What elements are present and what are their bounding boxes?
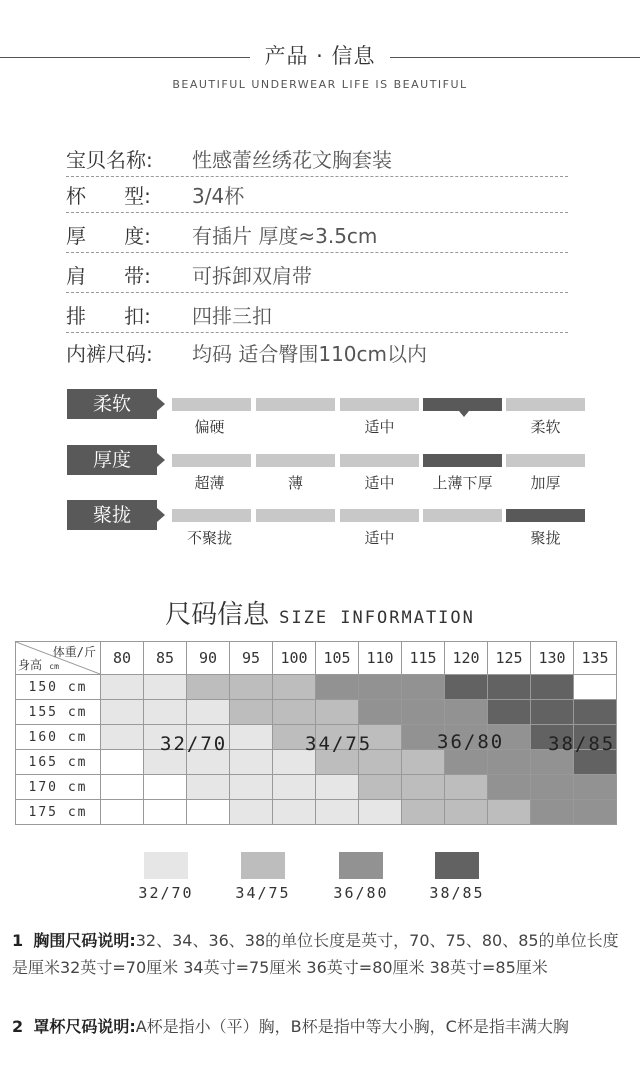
page-title: 产品 · 信息 bbox=[0, 40, 640, 70]
size-cell bbox=[187, 800, 230, 825]
scale-label: 薄 bbox=[287, 474, 303, 492]
height-header: 165 cm bbox=[16, 750, 101, 775]
scale-label: 不聚拢 bbox=[186, 529, 232, 547]
size-cell bbox=[273, 700, 316, 725]
size-cell bbox=[531, 800, 574, 825]
info-row-hook bbox=[66, 296, 568, 333]
size-cell bbox=[359, 675, 402, 700]
info-value: 性感蕾丝绣花文胸套装 bbox=[192, 148, 392, 172]
scale-tag: 聚拢 bbox=[67, 500, 157, 530]
size-cell bbox=[144, 700, 187, 725]
size-cell bbox=[316, 675, 359, 700]
size-cell bbox=[574, 675, 617, 700]
scale-segment-active bbox=[423, 398, 502, 411]
weight-header: 120 bbox=[445, 642, 488, 675]
legend-label: 36/80 bbox=[333, 884, 389, 902]
height-header: 170 cm bbox=[16, 775, 101, 800]
table-row bbox=[16, 700, 617, 725]
weight-header: 110 bbox=[359, 642, 402, 675]
size-cell bbox=[273, 675, 316, 700]
note-bust bbox=[12, 927, 632, 981]
info-row-name bbox=[66, 140, 568, 177]
note-title: 罩杯尺码说明: bbox=[33, 1017, 136, 1036]
size-label-38-85: 38/85 bbox=[548, 733, 616, 755]
size-cell bbox=[273, 800, 316, 825]
note-number: 1 bbox=[12, 931, 24, 950]
size-cell bbox=[402, 775, 445, 800]
size-cell bbox=[488, 675, 531, 700]
size-cell bbox=[230, 750, 273, 775]
weight-header: 125 bbox=[488, 642, 531, 675]
size-cell bbox=[101, 675, 144, 700]
scale-segment bbox=[423, 509, 502, 522]
weight-header: 105 bbox=[316, 642, 359, 675]
scale-label: 上薄下厚 bbox=[432, 474, 493, 492]
weight-header: 100 bbox=[273, 642, 316, 675]
size-cell bbox=[144, 675, 187, 700]
scale-label: 适中 bbox=[364, 418, 395, 436]
size-cell bbox=[101, 700, 144, 725]
info-value: 均码 适合臀围110cm以内 bbox=[192, 342, 428, 366]
legend-swatch bbox=[144, 852, 188, 879]
scale-segment bbox=[506, 454, 585, 467]
scale-label: 聚拢 bbox=[530, 529, 561, 547]
info-row-cup bbox=[66, 176, 568, 213]
table-row bbox=[16, 675, 617, 700]
size-label-36-80: 36/80 bbox=[437, 731, 505, 753]
table-row bbox=[16, 800, 617, 825]
size-cell bbox=[531, 775, 574, 800]
size-cell bbox=[316, 700, 359, 725]
size-label-34-75: 34/75 bbox=[305, 733, 373, 755]
size-cell bbox=[488, 700, 531, 725]
size-cell bbox=[574, 800, 617, 825]
size-cell bbox=[574, 700, 617, 725]
info-row-strap bbox=[66, 256, 568, 293]
scale-label: 加厚 bbox=[530, 474, 561, 492]
info-label: 宝贝名称: bbox=[66, 148, 153, 172]
scale-label: 适中 bbox=[364, 474, 395, 492]
size-cell bbox=[230, 775, 273, 800]
size-label-32-70: 32/70 bbox=[160, 733, 228, 755]
corner-weight-label: 体重/斤 bbox=[52, 645, 96, 659]
scale-segment bbox=[506, 398, 585, 411]
size-cell bbox=[531, 700, 574, 725]
legend-swatch bbox=[339, 852, 383, 879]
note-text: A杯是指小（平）胸，B杯是指中等大小胸，C杯是指丰满大胸 bbox=[135, 1017, 569, 1036]
info-row-thickness bbox=[66, 216, 568, 253]
size-cell bbox=[316, 800, 359, 825]
size-info-title bbox=[0, 594, 640, 631]
legend-label: 34/75 bbox=[235, 884, 291, 902]
scale-label: 超薄 bbox=[194, 474, 225, 492]
size-cell bbox=[144, 800, 187, 825]
table-corner bbox=[16, 642, 101, 675]
info-label: 内裤尺码: bbox=[66, 342, 153, 366]
size-cell bbox=[488, 750, 531, 775]
info-label: 肩 带: bbox=[66, 264, 151, 288]
size-cell bbox=[488, 775, 531, 800]
scale-segment bbox=[340, 509, 419, 522]
corner-height-label: 身高 bbox=[18, 658, 43, 672]
size-cell bbox=[230, 700, 273, 725]
size-title-cn: 尺码信息 bbox=[165, 600, 270, 630]
size-cell bbox=[187, 700, 230, 725]
size-cell bbox=[101, 800, 144, 825]
size-cell bbox=[273, 775, 316, 800]
scale-tag: 厚度 bbox=[67, 445, 157, 475]
size-cell bbox=[187, 675, 230, 700]
page-subtitle: BEAUTIFUL UNDERWEAR LIFE IS BEAUTIFUL bbox=[172, 78, 468, 91]
info-label: 杯 型: bbox=[66, 184, 151, 208]
info-label: 厚 度: bbox=[66, 224, 151, 248]
scale-label: 柔软 bbox=[530, 418, 561, 436]
size-cell bbox=[445, 775, 488, 800]
scale-segment bbox=[340, 398, 419, 411]
info-value: 有插片 厚度≈3.5cm bbox=[192, 224, 378, 248]
size-cell bbox=[445, 750, 488, 775]
size-cell bbox=[230, 725, 273, 750]
size-cell bbox=[359, 800, 402, 825]
legend-swatch bbox=[241, 852, 285, 879]
legend-label: 32/70 bbox=[138, 884, 194, 902]
info-row-panty bbox=[66, 334, 568, 370]
scale-segment bbox=[172, 398, 251, 411]
weight-header: 135 bbox=[574, 642, 617, 675]
weight-header: 130 bbox=[531, 642, 574, 675]
scale-tag: 柔软 bbox=[67, 389, 157, 419]
size-cell bbox=[101, 775, 144, 800]
note-cup bbox=[12, 1013, 632, 1040]
size-cell bbox=[230, 675, 273, 700]
note-text: 32、34、36、38的单位长度是英寸，70、75、80、85的单位长度是厘米32英寸=70厘米 34英寸=75厘米 36英寸=80厘米 38英寸=85厘米 bbox=[12, 931, 619, 977]
info-value: 可拆卸双肩带 bbox=[192, 264, 312, 288]
legend-swatch bbox=[435, 852, 479, 879]
size-cell bbox=[531, 675, 574, 700]
height-header: 175 cm bbox=[16, 800, 101, 825]
scale-segment bbox=[256, 509, 335, 522]
size-cell bbox=[359, 700, 402, 725]
scale-segment bbox=[172, 454, 251, 467]
size-cell bbox=[402, 700, 445, 725]
scale-label: 适中 bbox=[364, 529, 395, 547]
height-header: 150 cm bbox=[16, 675, 101, 700]
scale-segment-active bbox=[423, 454, 502, 467]
scale-segment-active bbox=[506, 509, 585, 522]
scale-segment bbox=[172, 509, 251, 522]
size-cell bbox=[445, 675, 488, 700]
height-header: 160 cm bbox=[16, 725, 101, 750]
size-cell bbox=[574, 775, 617, 800]
weight-header: 85 bbox=[144, 642, 187, 675]
size-cell bbox=[144, 775, 187, 800]
legend-label: 38/85 bbox=[429, 884, 485, 902]
size-cell bbox=[402, 750, 445, 775]
size-cell bbox=[445, 700, 488, 725]
scale-segment bbox=[256, 454, 335, 467]
size-title-en: SIZE INFORMATION bbox=[279, 608, 475, 628]
weight-header: 80 bbox=[101, 642, 144, 675]
table-row bbox=[16, 775, 617, 800]
size-cell bbox=[488, 800, 531, 825]
size-cell bbox=[359, 775, 402, 800]
info-label: 排 扣: bbox=[66, 304, 151, 328]
weight-header: 90 bbox=[187, 642, 230, 675]
scale-segment bbox=[256, 398, 335, 411]
note-title: 胸围尺码说明: bbox=[33, 931, 136, 950]
size-cell bbox=[101, 750, 144, 775]
weight-header: 95 bbox=[230, 642, 273, 675]
size-cell bbox=[316, 775, 359, 800]
size-cell bbox=[445, 800, 488, 825]
size-cell bbox=[230, 800, 273, 825]
corner-unit-label: cm bbox=[49, 662, 59, 671]
size-cell bbox=[402, 800, 445, 825]
size-cell bbox=[187, 775, 230, 800]
scale-label: 偏硬 bbox=[194, 418, 225, 436]
note-number: 2 bbox=[12, 1017, 24, 1036]
info-value: 3/4杯 bbox=[192, 184, 245, 208]
size-cell bbox=[402, 675, 445, 700]
info-value: 四排三扣 bbox=[192, 304, 272, 328]
weight-header: 115 bbox=[402, 642, 445, 675]
height-header: 155 cm bbox=[16, 700, 101, 725]
size-cell bbox=[101, 725, 144, 750]
scale-segment bbox=[340, 454, 419, 467]
